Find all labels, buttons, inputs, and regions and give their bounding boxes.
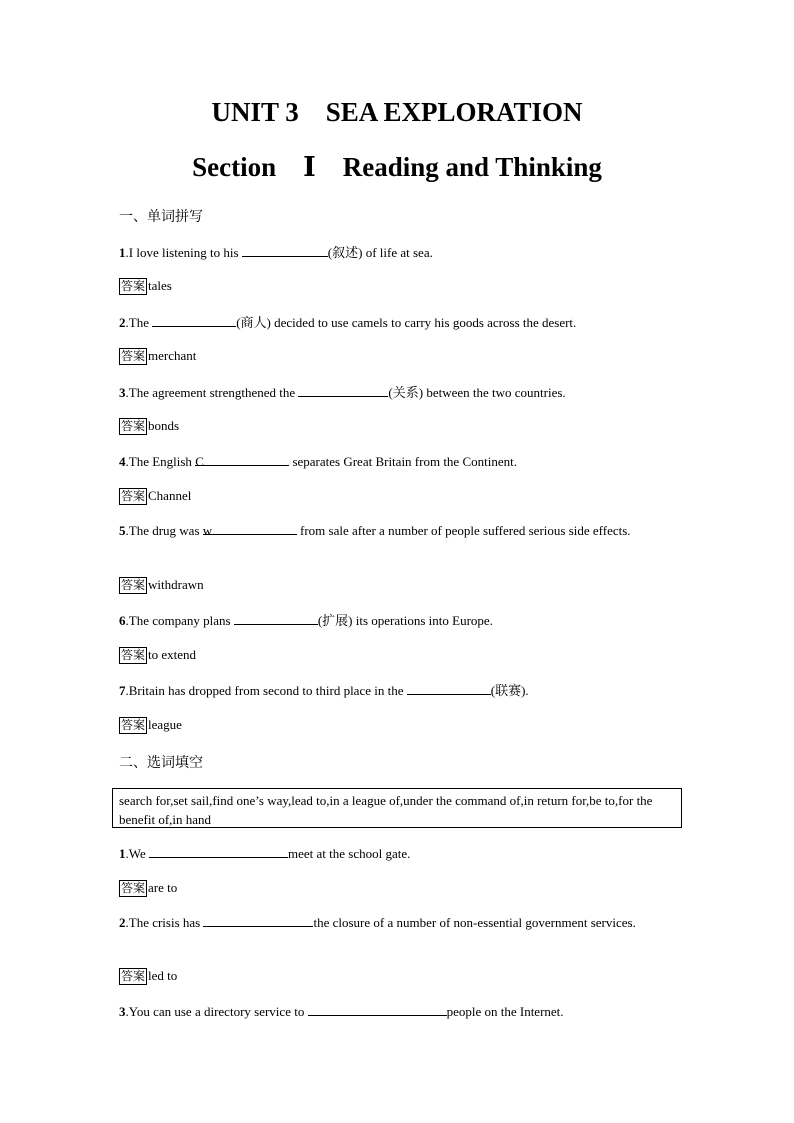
question-number: 4 <box>119 454 126 469</box>
question-number: 1 <box>119 245 126 260</box>
question-number: 7 <box>119 683 126 698</box>
question-text: .The agreement strengthened the <box>125 385 299 400</box>
answer-blank <box>152 313 236 327</box>
answer-text: tales <box>148 278 172 293</box>
answer-badge: 答案 <box>121 278 146 293</box>
answer-badge: 答案 <box>121 968 146 983</box>
hint-text: (关系) <box>388 385 424 400</box>
answer-badge: 答案 <box>121 880 146 895</box>
question-1-2 <box>119 313 639 333</box>
word-bank-box: search for,set sail,find one’s way,lead to,in a league of,under the command of,in return for,be to,for the benefit of,in hand <box>112 788 682 828</box>
answer-1-2 <box>119 347 196 365</box>
part1-heading: 一、单词拼写 <box>119 209 203 225</box>
question-text: .The company plans <box>125 613 234 628</box>
question-text: .Britain has dropped from second to third place in the <box>125 683 407 698</box>
answer-text: Channel <box>148 488 192 503</box>
answer-blank <box>298 383 388 397</box>
question-number: 3 <box>119 385 126 400</box>
question-text: people on the Internet. <box>446 1004 564 1019</box>
answer-badge: 答案 <box>121 717 146 732</box>
question-text: meet at the school gate. <box>288 846 411 861</box>
question-text: .The drug was <box>125 523 203 538</box>
question-text: between the two countries. <box>423 385 566 400</box>
hint-text: (扩展) <box>317 613 353 628</box>
question-text: . <box>525 683 529 698</box>
question-2-2 <box>119 913 639 933</box>
question-text: .The crisis has <box>125 915 204 930</box>
hint-text: C <box>195 454 204 469</box>
hint-text: (联赛) <box>490 683 526 698</box>
question-text: decided to use camels to carry his goods across the desert. <box>270 315 577 330</box>
question-number: 1 <box>119 846 126 861</box>
answer-text: league <box>148 717 182 732</box>
question-1-4 <box>119 452 639 472</box>
answer-text: led to <box>148 968 178 983</box>
question-text: .I love listening to his <box>125 245 242 260</box>
answer-blank <box>203 913 313 927</box>
answer-1-4 <box>119 487 191 505</box>
answer-1-6 <box>119 646 196 664</box>
question-2-1 <box>119 844 639 864</box>
question-text: .The <box>125 315 153 330</box>
answer-badge: 答案 <box>121 488 146 503</box>
question-1-5 <box>119 521 639 541</box>
unit-title: UNIT 3 SEA EXPLORATION <box>211 97 583 127</box>
question-number: 2 <box>119 915 126 930</box>
question-text: its operations into Europe. <box>352 613 493 628</box>
hint-text: w <box>202 523 213 538</box>
part2-heading: 二、选词填空 <box>119 755 203 771</box>
answer-2-2 <box>119 967 177 985</box>
hint-text: (商人) <box>236 315 271 330</box>
answer-1-1 <box>119 277 172 295</box>
question-text: of life at sea. <box>362 245 433 260</box>
hint-text: (叙述) <box>327 245 363 260</box>
answer-blank <box>242 243 328 257</box>
answer-text: to extend <box>148 647 197 662</box>
answer-blank <box>308 1002 447 1016</box>
question-text: .You can use a directory service to <box>125 1004 308 1019</box>
question-1-7 <box>119 681 639 701</box>
answer-blank <box>202 521 297 538</box>
question-2-3 <box>119 1002 639 1022</box>
question-number: 5 <box>119 523 126 538</box>
answer-blank <box>234 611 318 625</box>
question-text: from sale after a number of people suffered serious side effects. <box>296 523 631 538</box>
answer-badge: 答案 <box>121 577 146 592</box>
question-1-3 <box>119 383 639 403</box>
question-text: the closure of a number of non-essential government services. <box>313 915 636 930</box>
answer-text: withdrawn <box>148 577 204 592</box>
answer-blank <box>149 844 288 858</box>
answer-text: merchant <box>148 348 197 363</box>
question-number: 3 <box>119 1004 126 1019</box>
answer-1-3 <box>119 417 179 435</box>
answer-1-5 <box>119 576 204 594</box>
question-text: .We <box>125 846 149 861</box>
section-title: Section Ⅰ Reading and Thinking <box>192 152 602 182</box>
answer-badge: 答案 <box>121 647 146 662</box>
question-number: 6 <box>119 613 126 628</box>
question-text: separates Great Britain from the Continent. <box>289 454 517 469</box>
question-1-1 <box>119 243 639 263</box>
answer-badge: 答案 <box>121 418 146 433</box>
answer-text: bonds <box>148 418 180 433</box>
question-text: .The English <box>125 454 196 469</box>
answer-1-7 <box>119 716 182 734</box>
answer-blank <box>195 452 289 469</box>
answer-badge: 答案 <box>121 348 146 363</box>
question-1-6 <box>119 611 639 631</box>
answer-blank <box>407 681 491 695</box>
answer-text: are to <box>148 880 178 895</box>
answer-2-1 <box>119 879 177 897</box>
question-number: 2 <box>119 315 126 330</box>
